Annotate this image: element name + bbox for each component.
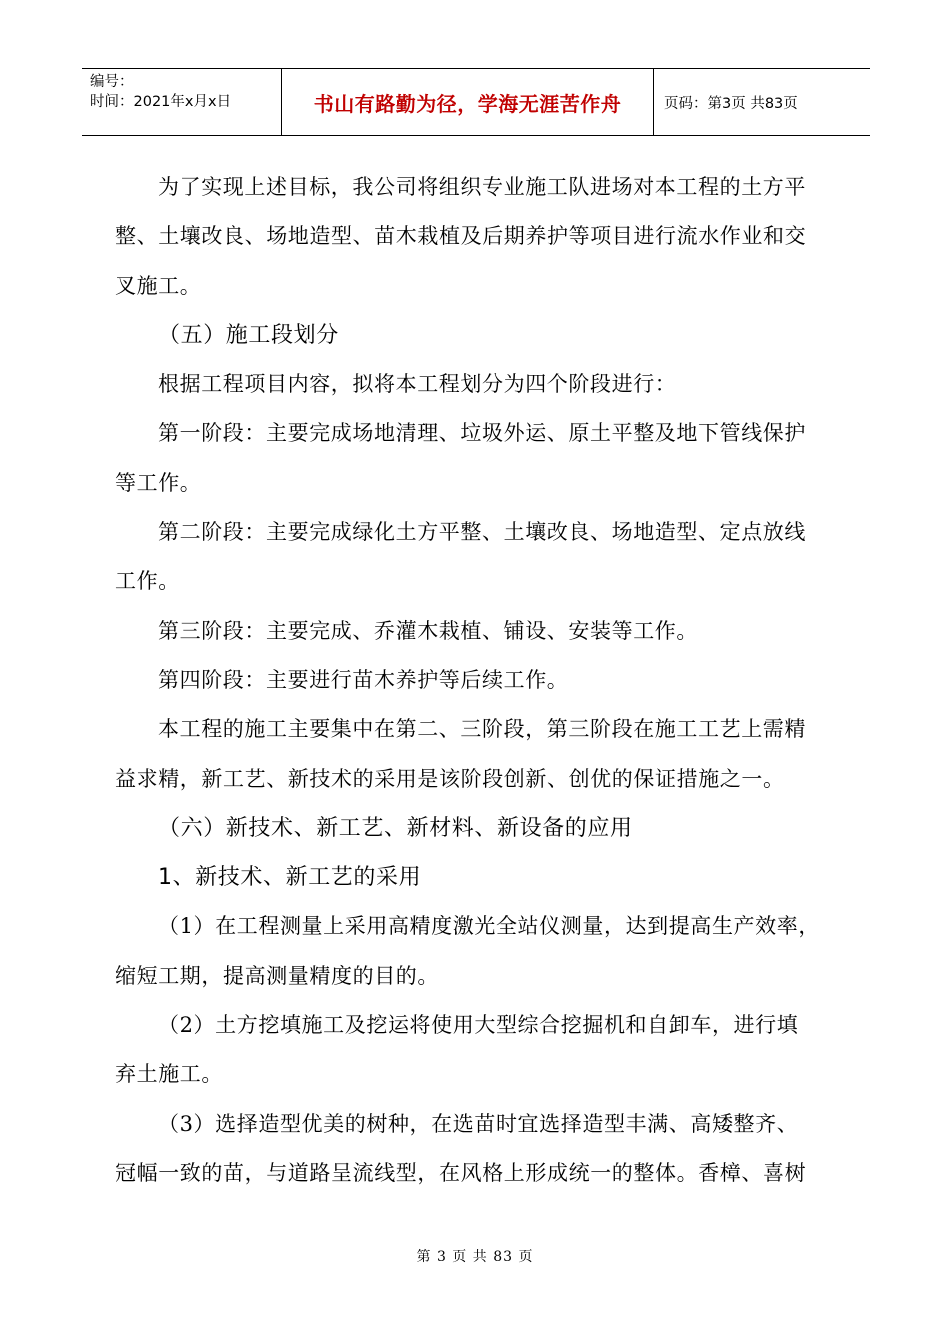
paragraph-line: 缩短工期，提高测量精度的目的。 xyxy=(115,963,439,988)
section-heading: （五）施工段划分 xyxy=(158,322,339,348)
header-motto: 书山有路勤为径，学海无涯苦作舟 xyxy=(282,69,654,135)
paragraph-line: 第二阶段：主要完成绿化土方平整、土壤改良、场地造型、定点放线 xyxy=(158,520,806,545)
paragraph-line: 冠幅一致的苗，与道路呈流线型，在风格上形成统一的整体。香樟、喜树 xyxy=(115,1160,807,1185)
paragraph-line: 第三阶段：主要完成、乔灌木栽植、铺设、安装等工作。 xyxy=(158,618,698,643)
header-page-number: 页码：第3页 共83页 xyxy=(664,95,798,112)
header-meta xyxy=(82,69,282,135)
document-date-label: 时间：2021年x月x日 xyxy=(90,94,232,110)
paragraph-line: 根据工程项目内容，拟将本工程划分为四个阶段进行： xyxy=(158,372,677,397)
document-number-label: 编号： xyxy=(90,74,134,90)
paragraph-line: （1）在工程测量上采用高精度激光全站仪测量，达到提高生产效率， xyxy=(158,914,820,939)
paragraph-line: （2）土方挖填施工及挖运将使用大型综合挖掘机和自卸车，进行填 xyxy=(158,1013,799,1038)
paragraph-line: 弃土施工。 xyxy=(115,1062,223,1087)
subsection-heading: 1、新技术、新工艺的采用 xyxy=(158,865,422,891)
paragraph-line: 益求精，新工艺、新技术的采用是该阶段创新、创优的保证措施之一。 xyxy=(115,766,785,791)
paragraph-line: 第四阶段：主要进行苗木养护等后续工作。 xyxy=(158,667,569,692)
document-body xyxy=(115,163,837,1198)
paragraph-line: （3）选择造型优美的树种，在选苗时宜选择造型丰满、高矮整齐、 xyxy=(158,1111,799,1136)
paragraph-line: 叉施工。 xyxy=(115,273,202,298)
paragraph-line: 工作。 xyxy=(115,569,180,594)
paragraph-line: 整、土壤改良、场地造型、苗木栽植及后期养护等项目进行流水作业和交 xyxy=(115,224,807,249)
section-heading: （六）新技术、新工艺、新材料、新设备的应用 xyxy=(158,815,633,841)
paragraph-line: 等工作。 xyxy=(115,470,202,495)
page-header xyxy=(82,68,870,136)
paragraph-line: 本工程的施工主要集中在第二、三阶段，第三阶段在施工工艺上需精 xyxy=(158,717,806,742)
page-footer: 第 3 页 共 83 页 xyxy=(416,1249,534,1265)
paragraph-line: 第一阶段：主要完成场地清理、垃圾外运、原土平整及地下管线保护 xyxy=(158,421,806,446)
paragraph-line: 为了实现上述目标，我公司将组织专业施工队进场对本工程的土方平 xyxy=(158,175,806,199)
